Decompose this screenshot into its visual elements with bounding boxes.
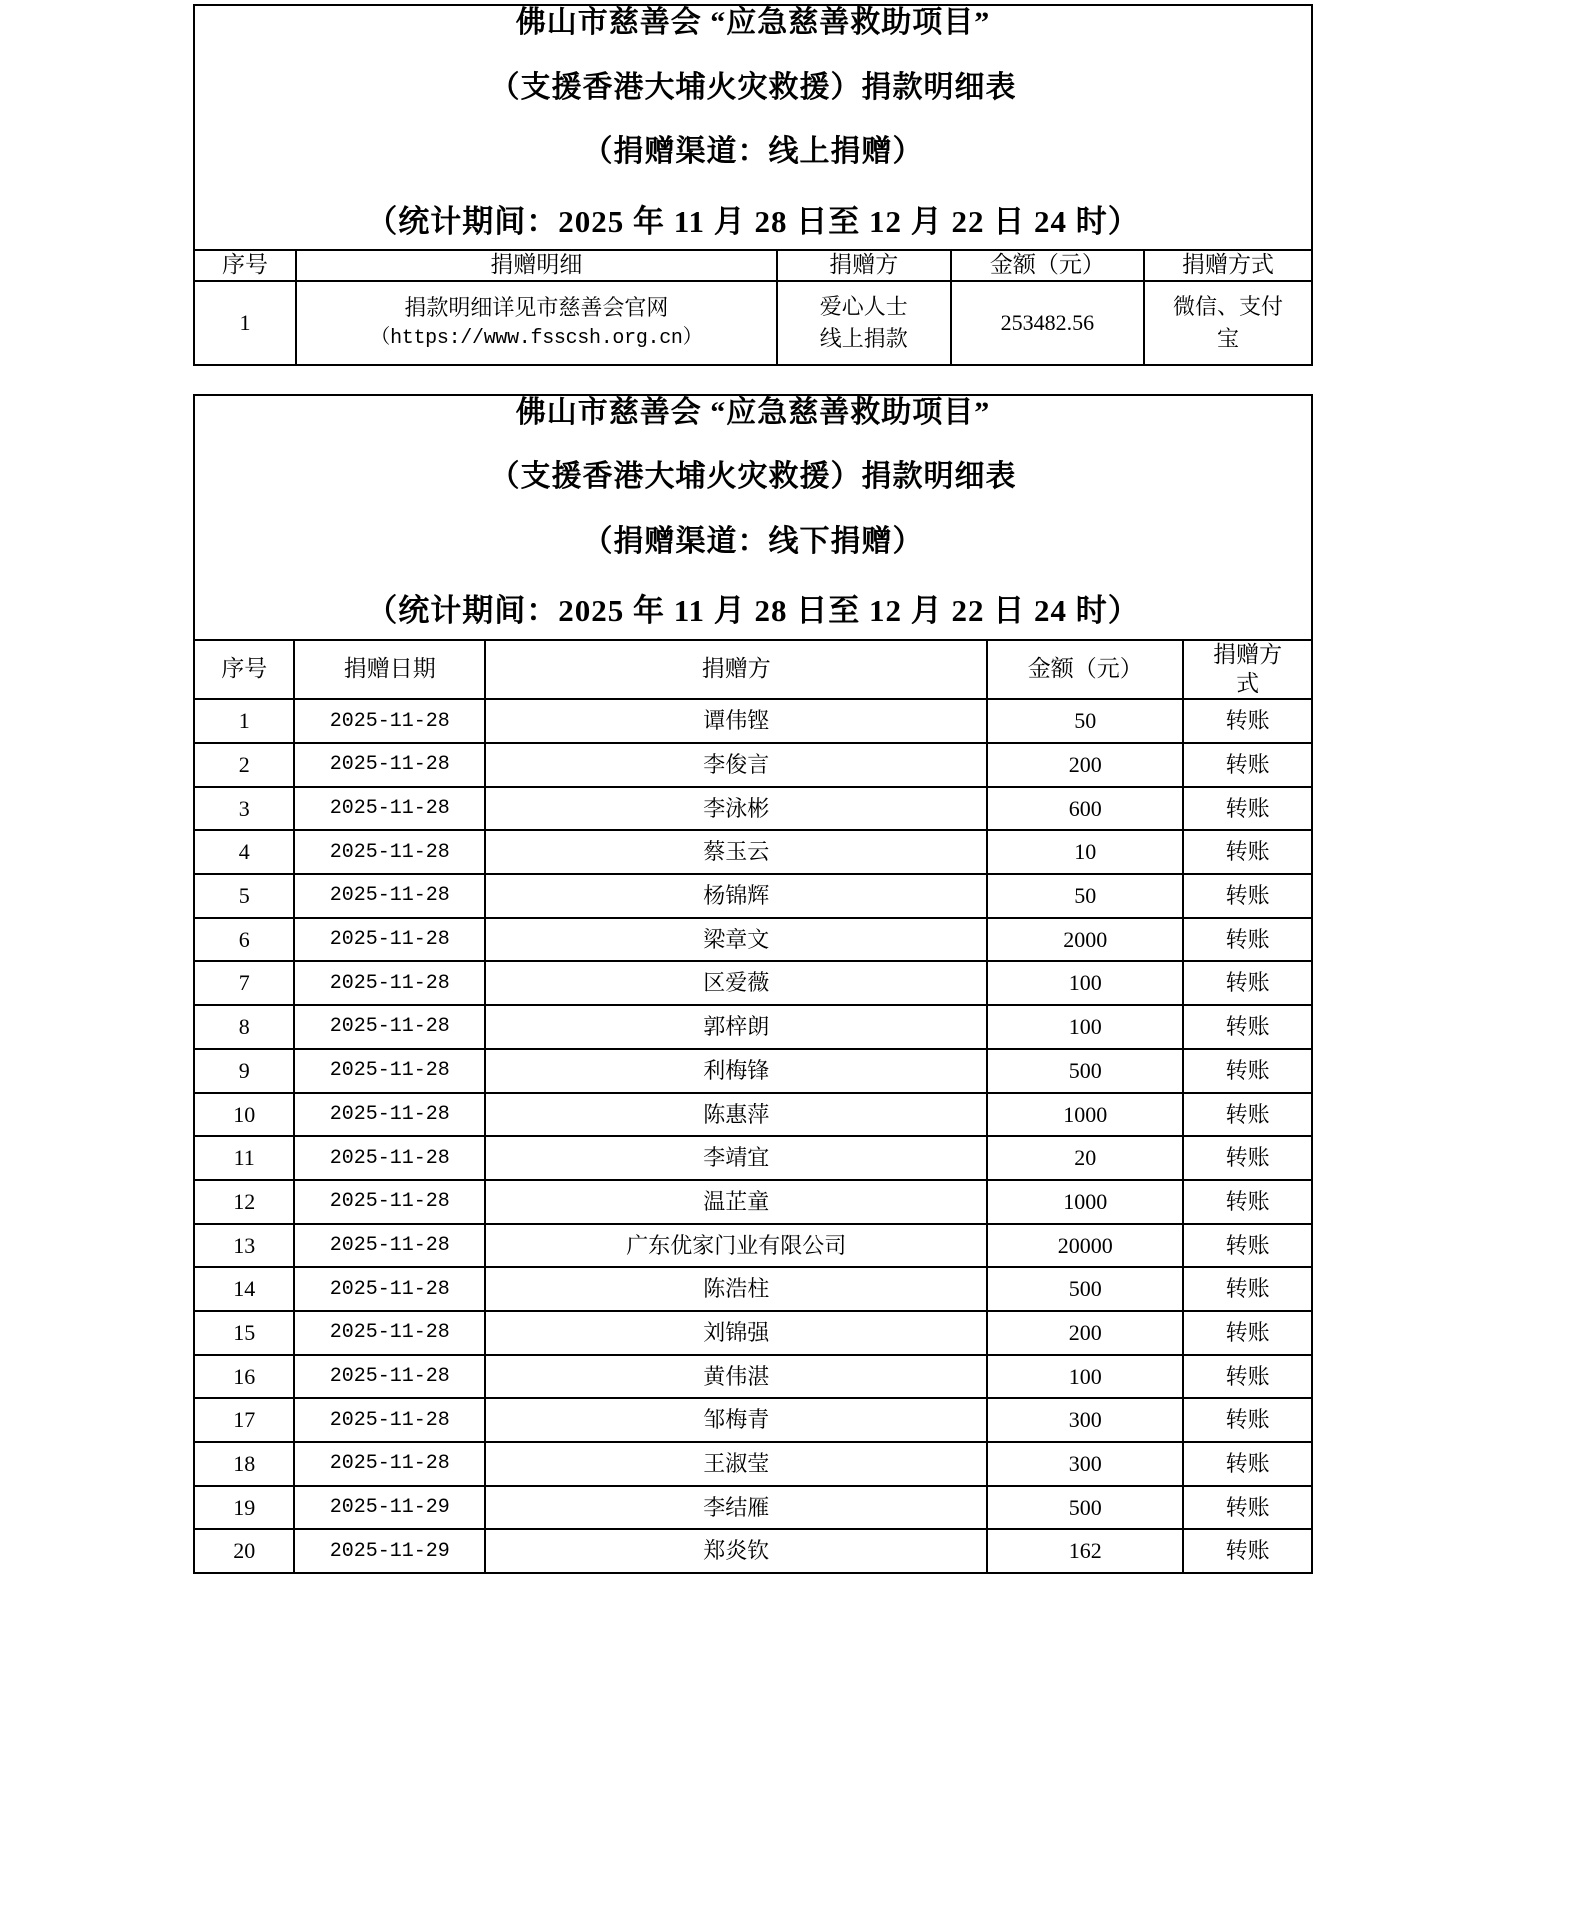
online-detail-url: （https://www.fsscsh.org.cn） [370, 327, 703, 351]
offline-cell-date: 2025-11-29 [294, 1529, 485, 1573]
table-row [194, 1529, 1312, 1573]
online-cell-seq: 1 [194, 281, 296, 365]
offline-cell-method: 转账 [1183, 1355, 1312, 1399]
online-title-block [194, 5, 1312, 250]
offline-cell-date: 2025-11-28 [294, 1355, 485, 1399]
offline-cell-seq: 2 [194, 743, 294, 787]
table-row [194, 918, 1312, 962]
offline-cell-donor: 温芷童 [485, 1180, 987, 1224]
offline-cell-seq: 4 [194, 830, 294, 874]
offline-cell-date: 2025-11-28 [294, 1049, 485, 1093]
online-detail-text: 捐款明细详见市慈善会官网 [404, 295, 669, 321]
offline-cell-donor: 李靖宜 [485, 1136, 987, 1180]
offline-cell-seq: 5 [194, 874, 294, 918]
offline-cell-amount: 20 [987, 1136, 1183, 1180]
online-header-row [194, 250, 1312, 281]
online-title-row [194, 5, 1312, 250]
offline-cell-amount: 600 [987, 787, 1183, 831]
offline-cell-seq: 11 [194, 1136, 294, 1180]
table-row [194, 874, 1312, 918]
offline-col-header-amount: 金额（元） [987, 640, 1183, 700]
online-method-line-2: 宝 [1216, 325, 1239, 351]
offline-cell-donor: 梁章文 [485, 918, 987, 962]
offline-cell-seq: 13 [194, 1224, 294, 1268]
online-col-header-method: 捐赠方式 [1144, 250, 1312, 281]
online-cell-donor [777, 281, 951, 365]
offline-cell-donor: 广东优家门业有限公司 [485, 1224, 987, 1268]
offline-cell-method: 转账 [1183, 1049, 1312, 1093]
table-separator [0, 366, 1587, 394]
offline-cell-method: 转账 [1183, 961, 1312, 1005]
online-title-line-3: （捐赠渠道：线上捐赠） [582, 135, 924, 168]
offline-cell-method: 转账 [1183, 1486, 1312, 1530]
offline-cell-amount: 500 [987, 1049, 1183, 1093]
table-row [194, 1398, 1312, 1442]
offline-cell-donor: 刘锦强 [485, 1311, 987, 1355]
offline-cell-amount: 200 [987, 743, 1183, 787]
offline-cell-method: 转账 [1183, 1398, 1312, 1442]
offline-cell-seq: 7 [194, 961, 294, 1005]
online-donation-table [193, 4, 1313, 366]
offline-cell-method: 转账 [1183, 1136, 1312, 1180]
offline-cell-amount: 300 [987, 1398, 1183, 1442]
online-col-header-seq: 序号 [194, 250, 296, 281]
online-cell-detail [296, 281, 777, 365]
offline-cell-amount: 100 [987, 961, 1183, 1005]
offline-statistics-period: （统计期间：2025 年 11 月 28 日至 12 月 22 日 24 时） [366, 593, 1140, 629]
offline-cell-donor: 黄伟湛 [485, 1355, 987, 1399]
offline-cell-date: 2025-11-28 [294, 787, 485, 831]
offline-cell-amount: 1000 [987, 1180, 1183, 1224]
table-row [194, 830, 1312, 874]
offline-cell-donor: 李泳彬 [485, 787, 987, 831]
offline-cell-donor: 陈惠萍 [485, 1093, 987, 1137]
offline-cell-date: 2025-11-28 [294, 1224, 485, 1268]
offline-col-header-date: 捐赠日期 [294, 640, 485, 700]
offline-cell-date: 2025-11-28 [294, 961, 485, 1005]
table-row [194, 787, 1312, 831]
offline-cell-method: 转账 [1183, 1180, 1312, 1224]
offline-col-header-method-line-1: 捐赠方 [1213, 641, 1283, 667]
offline-cell-amount: 300 [987, 1442, 1183, 1486]
offline-cell-method: 转账 [1183, 918, 1312, 962]
online-cell-amount: 253482.56 [951, 281, 1144, 365]
offline-cell-method: 转账 [1183, 1093, 1312, 1137]
offline-cell-method: 转账 [1183, 874, 1312, 918]
online-col-header-detail: 捐赠明细 [296, 250, 777, 281]
offline-rows-body [194, 699, 1312, 1573]
offline-cell-donor: 杨锦辉 [485, 874, 987, 918]
offline-title-line-2: （支援香港大埔火灾救援）捐款明细表 [489, 460, 1017, 494]
offline-cell-amount: 200 [987, 1311, 1183, 1355]
offline-cell-date: 2025-11-28 [294, 1136, 485, 1180]
offline-cell-amount: 50 [987, 874, 1183, 918]
offline-cell-date: 2025-11-28 [294, 830, 485, 874]
offline-cell-seq: 20 [194, 1529, 294, 1573]
offline-cell-donor: 郭梓朗 [485, 1005, 987, 1049]
offline-cell-amount: 2000 [987, 918, 1183, 962]
table-row [194, 1267, 1312, 1311]
online-title-line-2: （支援香港大埔火灾救援）捐款明细表 [489, 70, 1017, 104]
offline-cell-date: 2025-11-28 [294, 1093, 485, 1137]
online-statistics-period: （统计期间：2025 年 11 月 28 日至 12 月 22 日 24 时） [366, 203, 1140, 239]
table-row [194, 1005, 1312, 1049]
offline-cell-donor: 李结雁 [485, 1486, 987, 1530]
table-row [194, 1180, 1312, 1224]
offline-cell-date: 2025-11-28 [294, 743, 485, 787]
offline-cell-method: 转账 [1183, 1224, 1312, 1268]
offline-cell-seq: 6 [194, 918, 294, 962]
offline-cell-donor: 王淑莹 [485, 1442, 987, 1486]
online-col-header-donor: 捐赠方 [777, 250, 951, 281]
table-row [194, 281, 1312, 365]
offline-cell-method: 转账 [1183, 743, 1312, 787]
offline-cell-date: 2025-11-28 [294, 1442, 485, 1486]
offline-cell-donor: 李俊言 [485, 743, 987, 787]
offline-cell-date: 2025-11-28 [294, 1005, 485, 1049]
offline-cell-amount: 1000 [987, 1093, 1183, 1137]
offline-cell-seq: 8 [194, 1005, 294, 1049]
offline-title-line-1: 佛山市慈善会 “应急慈善救助项目” [515, 395, 991, 429]
offline-cell-seq: 12 [194, 1180, 294, 1224]
offline-title-line-3: （捐赠渠道：线下捐赠） [582, 524, 924, 558]
offline-cell-seq: 9 [194, 1049, 294, 1093]
offline-cell-date: 2025-11-28 [294, 1267, 485, 1311]
offline-cell-seq: 10 [194, 1093, 294, 1137]
offline-cell-amount: 20000 [987, 1224, 1183, 1268]
offline-cell-method: 转账 [1183, 699, 1312, 743]
table-row [194, 1136, 1312, 1180]
table-row [194, 1355, 1312, 1399]
offline-cell-seq: 18 [194, 1442, 294, 1486]
table-row [194, 1486, 1312, 1530]
offline-col-header-method [1183, 640, 1312, 700]
offline-cell-method: 转账 [1183, 1267, 1312, 1311]
offline-cell-donor: 利梅锋 [485, 1049, 987, 1093]
offline-cell-method: 转账 [1183, 830, 1312, 874]
online-donor-line-2: 线上捐款 [819, 325, 908, 351]
table-row [194, 1093, 1312, 1137]
offline-cell-donor: 邹梅青 [485, 1398, 987, 1442]
offline-cell-seq: 14 [194, 1267, 294, 1311]
offline-cell-method: 转账 [1183, 1005, 1312, 1049]
online-donor-line-1: 爱心人士 [819, 293, 908, 319]
offline-cell-donor: 陈浩柱 [485, 1267, 987, 1311]
offline-title-row [194, 395, 1312, 640]
online-title-line-1: 佛山市慈善会 “应急慈善救助项目” [515, 6, 991, 39]
table-row [194, 743, 1312, 787]
online-method-line-1: 微信、支付 [1172, 293, 1283, 319]
offline-cell-amount: 50 [987, 699, 1183, 743]
offline-cell-amount: 162 [987, 1529, 1183, 1573]
offline-cell-date: 2025-11-28 [294, 874, 485, 918]
offline-cell-date: 2025-11-28 [294, 1311, 485, 1355]
offline-cell-seq: 19 [194, 1486, 294, 1530]
offline-cell-donor: 蔡玉云 [485, 830, 987, 874]
offline-col-header-donor: 捐赠方 [485, 640, 987, 700]
offline-header-row [194, 640, 1312, 700]
offline-col-header-method-line-2: 式 [1236, 670, 1260, 696]
offline-cell-method: 转账 [1183, 1442, 1312, 1486]
offline-cell-seq: 3 [194, 787, 294, 831]
online-col-header-amount: 金额（元） [951, 250, 1144, 281]
offline-cell-donor: 谭伟铿 [485, 699, 987, 743]
offline-donation-table [193, 394, 1313, 1574]
offline-cell-date: 2025-11-28 [294, 699, 485, 743]
table-row [194, 961, 1312, 1005]
online-cell-method [1144, 281, 1312, 365]
offline-cell-seq: 1 [194, 699, 294, 743]
offline-cell-date: 2025-11-28 [294, 1398, 485, 1442]
table-row [194, 1224, 1312, 1268]
offline-cell-method: 转账 [1183, 1311, 1312, 1355]
offline-cell-method: 转账 [1183, 787, 1312, 831]
table-row [194, 1049, 1312, 1093]
offline-cell-seq: 17 [194, 1398, 294, 1442]
offline-cell-date: 2025-11-29 [294, 1486, 485, 1530]
offline-cell-donor: 区爱薇 [485, 961, 987, 1005]
offline-cell-method: 转账 [1183, 1529, 1312, 1573]
offline-title-block [194, 395, 1312, 640]
offline-col-header-seq: 序号 [194, 640, 294, 700]
offline-cell-date: 2025-11-28 [294, 1180, 485, 1224]
offline-cell-amount: 100 [987, 1355, 1183, 1399]
offline-cell-donor: 郑炎钦 [485, 1529, 987, 1573]
table-row [194, 699, 1312, 743]
offline-cell-amount: 500 [987, 1486, 1183, 1530]
offline-cell-seq: 15 [194, 1311, 294, 1355]
table-row [194, 1311, 1312, 1355]
offline-cell-amount: 100 [987, 1005, 1183, 1049]
offline-cell-amount: 500 [987, 1267, 1183, 1311]
table-row [194, 1442, 1312, 1486]
offline-cell-seq: 16 [194, 1355, 294, 1399]
offline-cell-amount: 10 [987, 830, 1183, 874]
offline-cell-date: 2025-11-28 [294, 918, 485, 962]
